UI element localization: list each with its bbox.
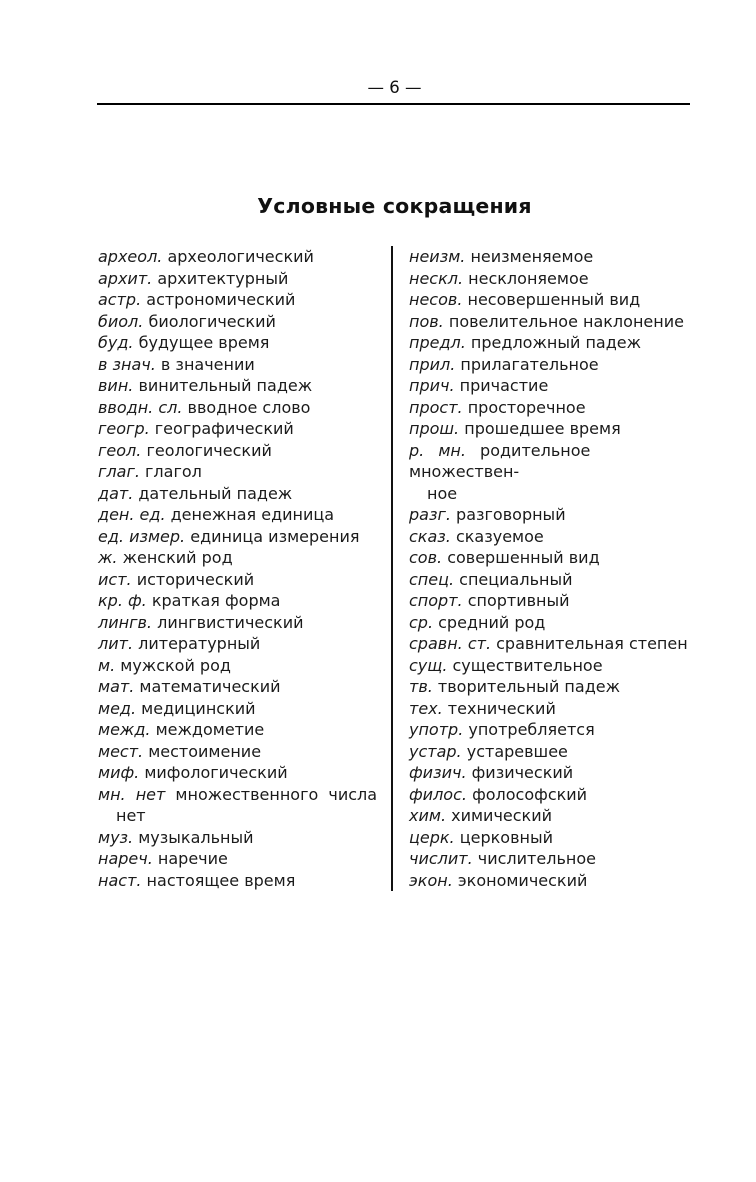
- abbr-entry: филос. фолософский: [409, 784, 588, 804]
- abbr-entry: устар. устаревшее: [409, 741, 568, 761]
- abbr-label: астр.: [98, 290, 142, 309]
- abbr-label: спец.: [409, 569, 455, 589]
- column-left: [98, 246, 391, 891]
- abbr-label: филос.: [409, 784, 467, 804]
- abbr-label: прост.: [409, 397, 463, 417]
- abbr-label: геогр.: [98, 419, 150, 438]
- abbr-label: числит.: [409, 849, 473, 868]
- abbr-label: дат.: [98, 483, 134, 503]
- abbr-label: м.: [98, 655, 116, 675]
- abbr-label: ж.: [98, 548, 118, 567]
- abbr-entry: вводн. сл. вводное слово: [98, 397, 311, 417]
- abbr-label: муз.: [98, 827, 134, 847]
- abbreviations-list: [98, 246, 694, 891]
- abbr-label: наст.: [98, 870, 142, 890]
- abbr-entry: дат. дательный падеж: [98, 483, 293, 503]
- abbr-entry: мед. медицинский: [98, 698, 256, 718]
- abbr-definition-continuation: нет: [116, 806, 146, 825]
- abbr-label: нареч.: [98, 849, 153, 868]
- abbr-entry: спорт. спортивный: [409, 591, 570, 610]
- abbr-entry: сущ. существительное: [409, 655, 603, 675]
- abbr-label: мн. нет: [98, 784, 166, 804]
- abbr-entry: археол. археологический: [98, 247, 314, 266]
- abbr-label: ед. измер.: [98, 526, 186, 546]
- abbr-entry: неизм. неизменяемое: [409, 247, 594, 266]
- abbr-label: пов.: [409, 311, 444, 331]
- abbr-entry: вин. винительный падеж: [98, 376, 313, 395]
- abbr-label: неизм.: [409, 247, 466, 266]
- abbr-label: предл.: [409, 333, 466, 352]
- abbr-entry: прич. причастие: [409, 376, 549, 395]
- abbr-label: кр. ф.: [98, 591, 147, 610]
- abbr-entry: разг. разговорный: [409, 505, 566, 524]
- abbr-entry: глаг. глагол: [98, 462, 202, 481]
- abbr-label: сказ.: [409, 526, 451, 546]
- abbr-label: лингв.: [98, 612, 153, 632]
- abbr-label: в знач.: [98, 354, 156, 374]
- abbr-entry: церк. церковный: [409, 827, 553, 847]
- abbr-entry: употр. употребляется: [409, 720, 595, 739]
- abbr-entry: тв. творительный падеж: [409, 677, 621, 696]
- abbr-entry: прил. прилагательное: [409, 354, 599, 374]
- abbr-label: биол.: [98, 311, 144, 331]
- abbr-label: прил.: [409, 354, 456, 374]
- abbr-entry: ср. средний род: [409, 612, 546, 632]
- abbr-label: миф.: [98, 763, 140, 782]
- abbr-entry: мат. математический: [98, 677, 281, 696]
- abbr-entry: кр. ф. краткая форма: [98, 591, 281, 610]
- abbr-label: сов.: [409, 548, 443, 567]
- abbr-label: лит.: [98, 634, 134, 653]
- abbr-entry: несов. несовершенный вид: [409, 290, 641, 309]
- abbr-entry: геогр. географический: [98, 419, 294, 438]
- abbr-entry: нареч. наречие: [98, 849, 228, 868]
- abbr-entry: лингв. лингвистический: [98, 612, 304, 632]
- abbr-entry: ден. ед. денежная единица: [98, 505, 335, 524]
- page-title: Условные сокращения: [257, 194, 532, 218]
- abbr-label: вводн. сл.: [98, 397, 183, 417]
- abbr-entry: мест. местоимение: [98, 741, 262, 761]
- abbr-label: ср.: [409, 612, 434, 632]
- abbr-label: нескл.: [409, 268, 464, 288]
- abbr-label: ден. ед.: [98, 505, 166, 524]
- abbr-entry: в знач. в значении: [98, 354, 255, 374]
- abbr-label: тех.: [409, 698, 443, 718]
- abbr-label: межд.: [98, 720, 151, 739]
- abbr-label: несов.: [409, 290, 463, 309]
- abbr-label: глаг.: [98, 462, 140, 481]
- abbr-entry: нескл. несклоняемое: [409, 268, 589, 288]
- abbr-entry: экон. экономический: [409, 870, 588, 890]
- abbr-entry: физич. физический: [409, 763, 574, 782]
- abbr-label: р. мн.: [409, 440, 466, 460]
- abbr-label: спорт.: [409, 591, 463, 610]
- abbr-entry: миф. мифологический: [98, 763, 288, 782]
- abbr-label: архит.: [98, 268, 153, 288]
- abbr-entry: биол. биологический: [98, 311, 276, 331]
- abbr-entry: лит. литературный: [98, 634, 261, 653]
- abbr-label: сущ.: [409, 655, 448, 675]
- abbr-entry: хим. химический: [409, 806, 553, 825]
- abbr-label: тв.: [409, 677, 433, 696]
- abbr-entry: муз. музыкальный: [98, 827, 254, 847]
- header-rule: [97, 103, 690, 105]
- abbr-label: употр.: [409, 720, 464, 739]
- abbr-entry: м. мужской род: [98, 655, 231, 675]
- abbr-entry: ед. измер. единица измерения: [98, 526, 360, 546]
- abbr-entry: тех. технический: [409, 698, 556, 718]
- abbr-entry: межд. междометие: [98, 720, 265, 739]
- abbr-entry: прост. просторечное: [409, 397, 586, 417]
- abbr-label: прош.: [409, 419, 460, 438]
- abbr-entry: наст. настоящее время: [98, 870, 296, 890]
- abbr-entry: сказ. сказуемое: [409, 526, 544, 546]
- abbr-entry: ж. женский род: [98, 548, 233, 567]
- abbr-label: мест.: [98, 741, 144, 761]
- abbr-entry: сравн. ст. сравнительная степен: [409, 634, 688, 653]
- page-number: — 6 —: [367, 78, 422, 97]
- abbr-entry: сов. совершенный вид: [409, 548, 600, 567]
- abbr-label: сравн. ст.: [409, 634, 492, 653]
- abbr-entry: предл. предложный падеж: [409, 333, 642, 352]
- abbr-label: геол.: [98, 440, 142, 460]
- abbr-definition-continuation: ное: [427, 483, 458, 503]
- abbr-entry: спец. специальный: [409, 569, 573, 589]
- abbr-label: прич.: [409, 376, 455, 395]
- abbr-label: церк.: [409, 827, 455, 847]
- abbr-label: буд.: [98, 333, 134, 352]
- abbr-entry: буд. будущее время: [98, 333, 270, 352]
- abbr-label: физич.: [409, 763, 467, 782]
- abbr-entry: мн. нет множественного числа нет: [98, 784, 378, 825]
- abbr-label: разг.: [409, 505, 451, 524]
- abbr-entry: геол. геологический: [98, 440, 272, 460]
- abbr-entry: числит. числительное: [409, 849, 596, 868]
- abbr-entry: астр. астрономический: [98, 290, 296, 309]
- abbr-label: мед.: [98, 698, 137, 718]
- abbr-label: хим.: [409, 806, 447, 825]
- abbr-entry: прош. прошедшее время: [409, 419, 621, 438]
- abbr-label: экон.: [409, 870, 453, 890]
- column-right: [393, 246, 694, 891]
- abbr-label: устар.: [409, 741, 462, 761]
- abbr-label: мат.: [98, 677, 135, 696]
- abbr-entry: архит. архитектурный: [98, 268, 289, 288]
- abbr-label: ист.: [98, 569, 132, 589]
- abbr-entry: пов. повелительное наклонение: [409, 311, 684, 331]
- abbr-label: археол.: [98, 247, 163, 266]
- abbr-label: вин.: [98, 376, 134, 395]
- abbr-entry: ист. исторический: [98, 569, 255, 589]
- abbr-entry: р. мн. родительное множествен- ное: [409, 440, 591, 503]
